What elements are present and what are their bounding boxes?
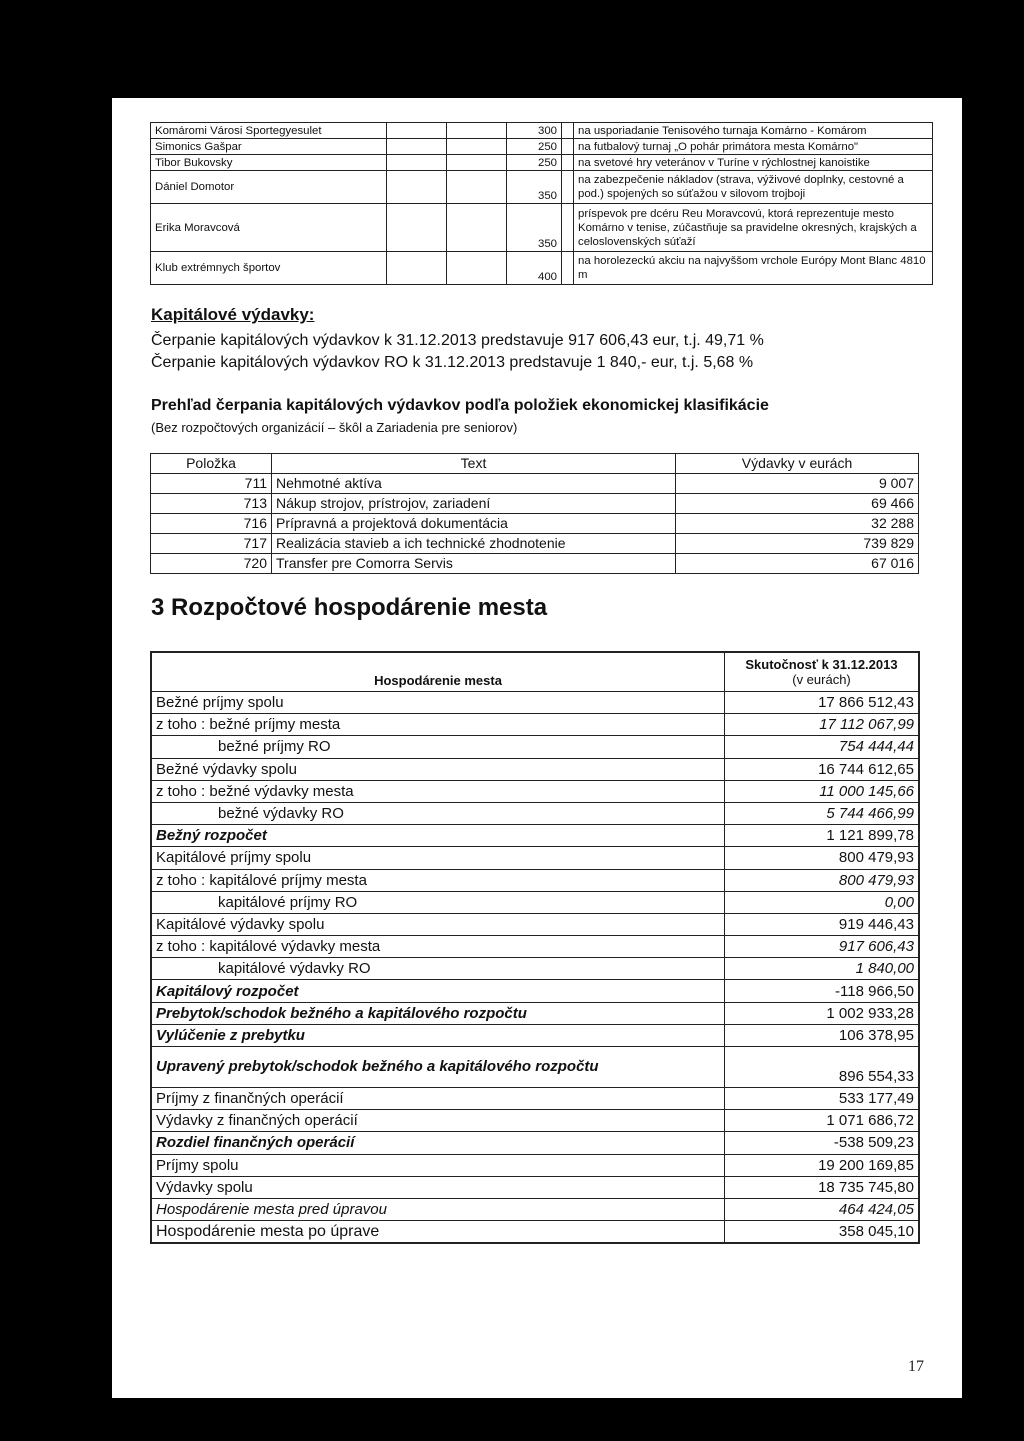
item-amount: 9 007 — [676, 474, 919, 494]
table-row — [151, 494, 919, 514]
capital-line-2: Čerpanie kapitálových výdavkov RO k 31.12.2013 predstavuje 1 840,- eur, t.j. 5,68 % — [151, 354, 754, 371]
row-value: 17 112 067,99 — [725, 714, 920, 736]
table-row — [151, 869, 919, 891]
grant-amount: 250 — [507, 139, 562, 155]
grant-name: Simonics Gašpar — [151, 139, 387, 155]
overview-table — [150, 453, 919, 574]
table-row — [151, 913, 919, 935]
table-row — [151, 1176, 919, 1198]
table-row — [151, 802, 919, 824]
item-code: 717 — [151, 534, 272, 554]
table-row — [151, 1154, 919, 1176]
table-row — [151, 758, 919, 780]
row-value: 106 378,95 — [725, 1024, 920, 1046]
item-amount: 67 016 — [676, 554, 919, 574]
row-label: z toho : kapitálové príjmy mesta — [151, 869, 725, 891]
table-row — [151, 474, 919, 494]
row-label: Príjmy spolu — [151, 1154, 725, 1176]
header-value-unit: (v eurách) — [792, 672, 851, 687]
overview-subheading: (Bez rozpočtových organizácií – škôl a Zariadenia pre seniorov) — [151, 420, 518, 435]
table-row — [151, 534, 919, 554]
grant-name: Tibor Bukovsky — [151, 155, 387, 171]
row-label: z toho : kapitálové výdavky mesta — [151, 936, 725, 958]
table-row — [151, 825, 919, 847]
grant-name: Dániel Domotor — [151, 171, 387, 204]
row-value: 919 446,43 — [725, 913, 920, 935]
row-value: 0,00 — [725, 891, 920, 913]
item-text: Realizácia stavieb a ich technické zhodnotenie — [272, 534, 676, 554]
table-row — [151, 123, 933, 139]
row-value: 754 444,44 — [725, 736, 920, 758]
table-row — [151, 1110, 919, 1132]
row-value: 1 121 899,78 — [725, 825, 920, 847]
table-row — [151, 1132, 919, 1154]
grant-amount: 400 — [507, 252, 562, 285]
row-label: Kapitálové príjmy spolu — [151, 847, 725, 869]
row-label: Výdavky z finančných operácií — [151, 1110, 725, 1132]
grant-purpose: na horolezeckú akciu na najvyššom vrchole Európy Mont Blanc 4810 m — [574, 252, 933, 285]
grant-purpose: na futbalový turnaj „O pohár primátora mesta Komárno" — [574, 139, 933, 155]
column-header: Výdavky v eurách — [676, 454, 919, 474]
column-header — [725, 652, 920, 692]
row-label: Bežný rozpočet — [151, 825, 725, 847]
row-value: 19 200 169,85 — [725, 1154, 920, 1176]
row-label: Rozdiel finančných operácií — [151, 1132, 725, 1154]
column-header: Položka — [151, 454, 272, 474]
table-row — [151, 780, 919, 802]
table-row — [151, 958, 919, 980]
row-value: 1 002 933,28 — [725, 1002, 920, 1024]
row-value: 800 479,93 — [725, 869, 920, 891]
row-label: Bežné príjmy spolu — [151, 692, 725, 714]
item-code: 716 — [151, 514, 272, 534]
table-row — [151, 1002, 919, 1024]
row-value: 11 000 145,66 — [725, 780, 920, 802]
item-text: Prípravná a projektová dokumentácia — [272, 514, 676, 534]
row-value: 1 840,00 — [725, 958, 920, 980]
item-amount: 69 466 — [676, 494, 919, 514]
grant-name: Erika Moravcová — [151, 204, 387, 252]
table-row — [151, 1024, 919, 1046]
table-row — [151, 1198, 919, 1220]
row-label: kapitálové výdavky RO — [151, 958, 725, 980]
row-label: Hospodárenie mesta po úprave — [151, 1221, 725, 1244]
item-code: 713 — [151, 494, 272, 514]
row-value: 17 866 512,43 — [725, 692, 920, 714]
item-amount: 739 829 — [676, 534, 919, 554]
row-label: Výdavky spolu — [151, 1176, 725, 1198]
item-text: Nákup strojov, prístrojov, zariadení — [272, 494, 676, 514]
table-row — [151, 139, 933, 155]
budget-table — [150, 651, 920, 1244]
overview-heading: Prehľad čerpania kapitálových výdavkov podľa položiek ekonomickej klasifikácie — [151, 397, 769, 414]
table-row — [151, 692, 919, 714]
row-label: Vylúčenie z prebytku — [151, 1024, 725, 1046]
row-value: 896 554,33 — [725, 1047, 920, 1088]
row-value: 800 479,93 — [725, 847, 920, 869]
grant-amount: 300 — [507, 123, 562, 139]
table-header-row — [151, 454, 919, 474]
table-row — [151, 1088, 919, 1110]
header-value-title: Skutočnosť k 31.12.2013 — [745, 657, 898, 672]
table-row — [151, 1221, 919, 1244]
row-value: 1 071 686,72 — [725, 1110, 920, 1132]
column-header: Text — [272, 454, 676, 474]
row-value: 16 744 612,65 — [725, 758, 920, 780]
table-row — [151, 514, 919, 534]
row-value: -538 509,23 — [725, 1132, 920, 1154]
grant-purpose: na usporiadanie Tenisového turnaja Komárno - Komárom — [574, 123, 933, 139]
row-label: Hospodárenie mesta pred úpravou — [151, 1198, 725, 1220]
table-row — [151, 847, 919, 869]
grant-name: Klub extrémnych športov — [151, 252, 387, 285]
grant-name: Komáromi Városi Sportegyesulet — [151, 123, 387, 139]
row-label: Kapitálové výdavky spolu — [151, 913, 725, 935]
row-value: 464 424,05 — [725, 1198, 920, 1220]
grant-purpose: na zabezpečenie nákladov (strava, výživové doplnky, cestovné a pod.) spojených so súťažou v silovom trojboji — [574, 171, 933, 204]
row-label: Kapitálový rozpočet — [151, 980, 725, 1002]
grant-amount: 350 — [507, 204, 562, 252]
row-label: bežné príjmy RO — [151, 736, 725, 758]
table-header-row — [151, 652, 919, 692]
table-row — [151, 736, 919, 758]
table-row — [151, 714, 919, 736]
row-value: 18 735 745,80 — [725, 1176, 920, 1198]
row-value: 5 744 466,99 — [725, 802, 920, 824]
grant-amount: 350 — [507, 171, 562, 204]
page-number: 17 — [908, 1358, 924, 1375]
column-header: Hospodárenie mesta — [151, 652, 725, 692]
item-code: 711 — [151, 474, 272, 494]
capital-line-1: Čerpanie kapitálových výdavkov k 31.12.2013 predstavuje 917 606,43 eur, t.j. 49,71 % — [151, 332, 764, 349]
row-label: bežné výdavky RO — [151, 802, 725, 824]
table-row — [151, 155, 933, 171]
table-row — [151, 936, 919, 958]
table-row — [151, 171, 933, 204]
row-label: z toho : bežné výdavky mesta — [151, 780, 725, 802]
item-amount: 32 288 — [676, 514, 919, 534]
table-row — [151, 1047, 919, 1088]
capital-heading: Kapitálové výdavky: — [151, 305, 315, 324]
row-value: 533 177,49 — [725, 1088, 920, 1110]
table-row — [151, 980, 919, 1002]
table-row — [151, 252, 933, 285]
row-label: Bežné výdavky spolu — [151, 758, 725, 780]
section-title: 3 Rozpočtové hospodárenie mesta — [151, 594, 548, 621]
table-row — [151, 891, 919, 913]
grant-purpose: príspevok pre dcéru Reu Moravcovú, ktorá reprezentuje mesto Komárno v tenise, zúčastňuje sa pravidelne okresných, krajských a celoslovenských súťaží — [574, 204, 933, 252]
grant-amount: 250 — [507, 155, 562, 171]
row-label: Upravený prebytok/schodok bežného a kapitálového rozpočtu — [151, 1047, 725, 1088]
grant-purpose: na svetové hry veteránov v Turíne v rýchlostnej kanoistike — [574, 155, 933, 171]
item-text: Transfer pre Comorra Servis — [272, 554, 676, 574]
row-label: z toho : bežné príjmy mesta — [151, 714, 725, 736]
item-text: Nehmotné aktíva — [272, 474, 676, 494]
row-label: Príjmy z finančných operácií — [151, 1088, 725, 1110]
row-value: -118 966,50 — [725, 980, 920, 1002]
item-code: 720 — [151, 554, 272, 574]
row-value: 917 606,43 — [725, 936, 920, 958]
table-row — [151, 204, 933, 252]
row-label: Prebytok/schodok bežného a kapitálového rozpočtu — [151, 1002, 725, 1024]
row-value: 358 045,10 — [725, 1221, 920, 1244]
row-label: kapitálové príjmy RO — [151, 891, 725, 913]
grants-table — [150, 122, 933, 285]
table-row — [151, 554, 919, 574]
